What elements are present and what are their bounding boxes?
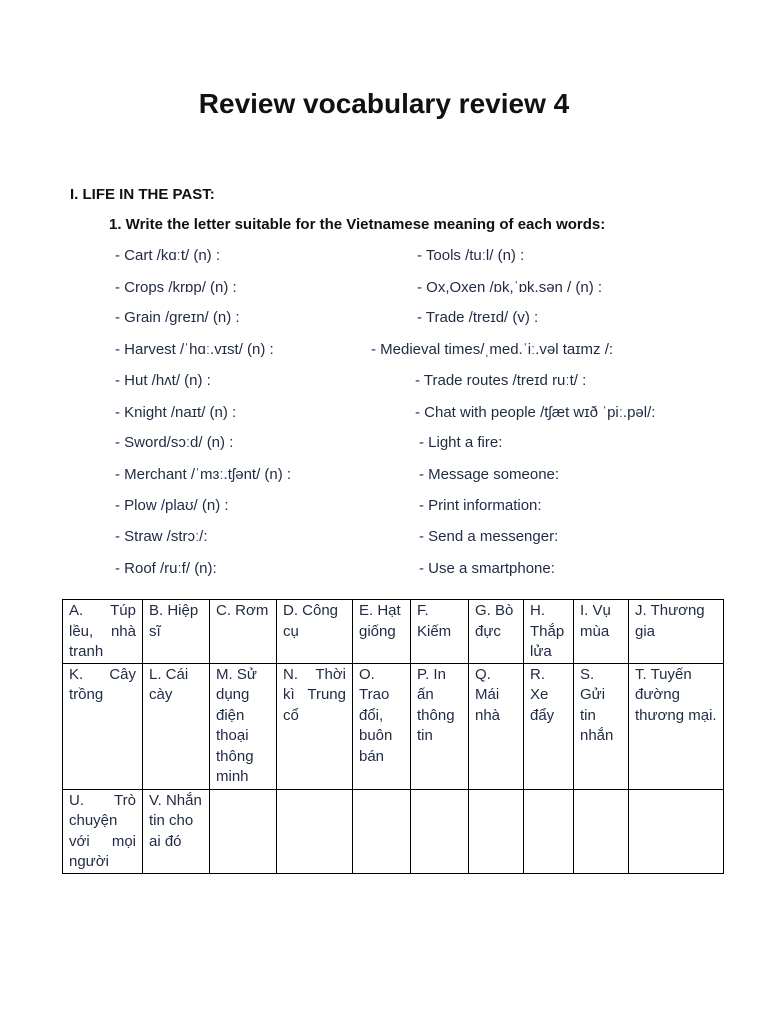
answer-cell-v: V. Nhắn tin cho ai đó xyxy=(143,789,210,873)
answer-cell-g: G. Bò đực xyxy=(469,600,524,664)
answer-cell-q: Q. Mái nhà xyxy=(469,663,524,789)
answer-cell-b: B. Hiệp sĩ xyxy=(143,600,210,664)
vocab-left-crops: - Crops /krɒp/ (n) : xyxy=(115,279,237,296)
vocab-left-harvest: - Harvest /ˈhɑː.vɪst/ (n) : xyxy=(115,341,274,358)
answer-cell-e: E. Hạt giống xyxy=(353,600,411,664)
answer-cell-d: D. Công cụ xyxy=(277,600,353,664)
answer-cell-empty xyxy=(277,789,353,873)
exercise-heading: 1. Write the letter suitable for the Vietnamese meaning of each words: xyxy=(109,216,606,233)
answer-cell-k: K. Cây trồng xyxy=(63,663,143,789)
answer-cell-p: P. In ấn thông tin xyxy=(411,663,469,789)
vocab-left-cart: - Cart /kɑːt/ (n) : xyxy=(115,247,221,264)
answer-cell-s: S. Gửi tin nhắn xyxy=(574,663,629,789)
vocab-left-grain: - Grain /ɡreɪn/ (n) : xyxy=(115,309,240,326)
vocab-right-trade-routes: - Trade routes /treɪd ruːt/ : xyxy=(415,372,587,389)
answer-cell-empty xyxy=(210,789,277,873)
vocab-left-knight: - Knight /naɪt/ (n) : xyxy=(115,404,237,421)
answer-cell-empty xyxy=(629,789,724,873)
vocab-right-messenger: - Send a messenger: xyxy=(419,528,559,545)
section-heading: I. LIFE IN THE PAST: xyxy=(70,186,215,203)
answer-cell-c: C. Rơm xyxy=(210,600,277,664)
answer-cell-m: M. Sử dụng điện thoại thông minh xyxy=(210,663,277,789)
vocab-right-chat: - Chat with people /tʃæt wɪð ˈpiː.pəl/: xyxy=(415,404,656,421)
vocab-left-straw: - Straw /strɔː/: xyxy=(115,528,208,545)
answer-cell-f: F. Kiếm xyxy=(411,600,469,664)
answer-cell-t: T. Tuyến đường thương mại. xyxy=(629,663,724,789)
answer-cell-a: A. Túp lều, nhà tranh xyxy=(63,600,143,664)
answer-cell-empty xyxy=(469,789,524,873)
table-row xyxy=(63,600,724,664)
answer-cell-n: N. Thời kì Trung cổ xyxy=(277,663,353,789)
table-row xyxy=(63,663,724,789)
answer-cell-i: I. Vụ mùa xyxy=(574,600,629,664)
answer-cell-empty xyxy=(353,789,411,873)
vocab-left-merchant: - Merchant /ˈmɜː.tʃənt/ (n) : xyxy=(115,466,292,483)
vocab-left-roof: - Roof /ruːf/ (n): xyxy=(115,560,217,577)
answer-cell-o: O. Trao đổi, buôn bán xyxy=(353,663,411,789)
answer-cell-empty xyxy=(524,789,574,873)
answer-table xyxy=(62,599,724,874)
answer-cell-l: L. Cái cày xyxy=(143,663,210,789)
vocab-right-print: - Print information: xyxy=(419,497,542,514)
vocab-left-plow: - Plow /plaʊ/ (n) : xyxy=(115,497,229,514)
vocab-right-medieval-times: - Medieval times/ˌmed.ˈiː.vəl taɪmz /: xyxy=(371,341,614,358)
answer-cell-empty xyxy=(574,789,629,873)
page-title: Review vocabulary review 4 xyxy=(198,88,570,119)
vocab-right-light-fire: - Light a fire: xyxy=(419,434,503,451)
answer-cell-h: H. Thắp lửa xyxy=(524,600,574,664)
vocab-right-smartphone: - Use a smartphone: xyxy=(419,560,555,577)
answer-cell-r: R. Xe đẩy xyxy=(524,663,574,789)
answer-cell-u: U. Trò chuyện với mọi người xyxy=(63,789,143,873)
vocab-left-hut: - Hut /hʌt/ (n) : xyxy=(115,372,211,389)
vocab-right-message: - Message someone: xyxy=(419,466,560,483)
vocab-right-tools: - Tools /tuːl/ (n) : xyxy=(417,247,525,264)
vocab-right-ox: - Ox,Oxen /ɒk,ˈɒk.sən / (n) : xyxy=(417,279,603,296)
answer-cell-j: J. Thương gia xyxy=(629,600,724,664)
answer-cell-empty xyxy=(411,789,469,873)
vocab-left-sword: - Sword/sɔːd/ (n) : xyxy=(115,434,234,451)
vocab-right-trade: - Trade /treɪd/ (v) : xyxy=(417,309,539,326)
table-row xyxy=(63,789,724,873)
